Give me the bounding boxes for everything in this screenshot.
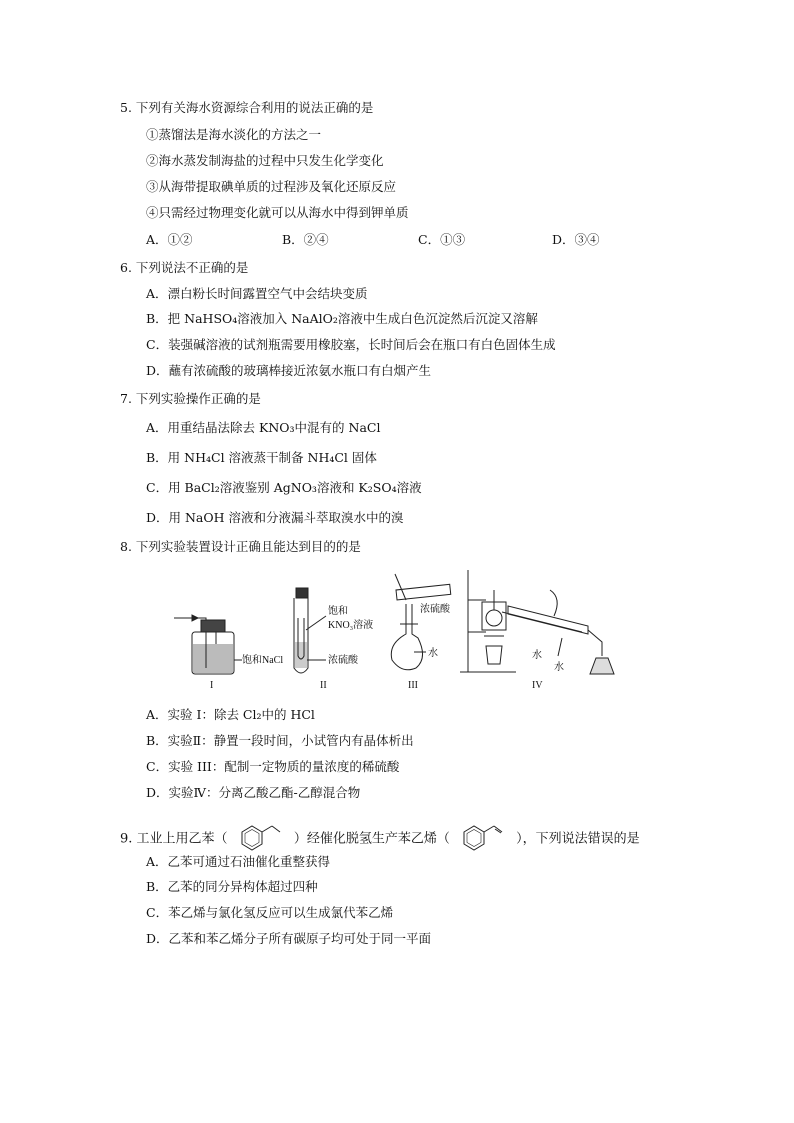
label-water-iii: 水	[428, 648, 438, 659]
q5-option-d: D．③④	[552, 232, 600, 247]
q5-item-4: ④只需经过物理变化就可以从海水中得到钾单质	[146, 205, 409, 220]
q9-option-b: B．乙苯的同分异构体超过四种	[146, 879, 318, 894]
q9-option-d: D．乙苯和苯乙烯分子所有碳原子均可处于同一平面	[146, 931, 432, 946]
label-iii: III	[408, 680, 418, 691]
q7-option-d: D．用 NaOH 溶液和分液漏斗萃取溴水中的溴	[146, 510, 404, 525]
label-saturated: 饱和	[328, 606, 348, 617]
label-water-iv-2: 水	[554, 662, 564, 673]
q6-stem: 6. 下列说法不正确的是	[120, 260, 249, 275]
q9-stem-part-1: 9. 工业上用乙苯（	[120, 831, 228, 847]
q6-option-c: C．装强碱溶液的试剂瓶需要用橡胶塞，长时间后会在瓶口有白色固体生成	[146, 337, 556, 352]
q8-apparatus-figure	[170, 560, 630, 695]
q9-option-c: C．苯乙烯与氯化氢反应可以生成氯代苯乙烯	[146, 905, 394, 920]
label-water-iv-1: 水	[532, 650, 542, 661]
q7-option-b: B．用 NH₄Cl 溶液蒸干制备 NH₄Cl 固体	[146, 450, 377, 465]
apparatus-ii-test-tubes	[294, 588, 373, 691]
q9-stem-part-3: ），下列说法错误的是	[516, 831, 640, 847]
apparatus-i-wash-bottle	[174, 615, 283, 691]
q7-stem: 7. 下列实验操作正确的是	[120, 391, 261, 406]
label-i: I	[210, 680, 214, 691]
label-conc-h2so4-iii: 浓硫酸	[420, 604, 450, 615]
q5-option-b: B．②④	[282, 232, 329, 247]
q7-option-c: C．用 BaCl₂溶液鉴别 AgNO₃溶液和 K₂SO₄溶液	[146, 480, 422, 495]
q7-option-a: A．用重结晶法除去 KNO₃中混有的 NaCl	[146, 420, 381, 435]
apparatus-iii-volumetric-flask	[391, 574, 451, 691]
label-ii: II	[320, 680, 327, 691]
q5-item-2: ②海水蒸发制海盐的过程中只发生化学变化	[146, 153, 384, 168]
q9-stem	[120, 820, 640, 854]
ethylbenzene-structure-icon	[232, 820, 290, 854]
label-kno3-solution: KNO₃溶液	[328, 620, 374, 631]
q5-option-c: C．①③	[418, 232, 466, 247]
label-conc-h2so4-ii: 浓硫酸	[328, 655, 358, 666]
q5-item-1: ①蒸馏法是海水淡化的方法之一	[146, 127, 322, 142]
q6-option-a: A．漂白粉长时间露置空气中会结块变质	[146, 286, 368, 301]
q8-option-b: B．实验Ⅱ：静置一段时间，小试管内有晶体析出	[146, 733, 414, 748]
apparatus-iv-distillation	[460, 570, 614, 691]
q8-option-d: D．实验Ⅳ：分离乙酸乙酯-乙醇混合物	[146, 785, 361, 800]
q6-option-d: D．蘸有浓硫酸的玻璃棒接近浓氨水瓶口有白烟产生	[146, 363, 432, 378]
q5-option-a: A．①②	[146, 232, 193, 247]
q8-option-a: A．实验 I：除去 Cl₂中的 HCl	[146, 707, 315, 722]
q9-option-a: A．乙苯可通过石油催化重整获得	[146, 854, 331, 869]
label-iv: IV	[532, 680, 543, 691]
styrene-structure-icon	[454, 820, 512, 854]
q8-stem: 8. 下列实验装置设计正确且能达到目的的是	[120, 539, 361, 554]
q8-option-c: C．实验 III：配制一定物质的量浓度的稀硫酸	[146, 759, 400, 774]
label-saturated-nacl: 饱和NaCl	[242, 655, 284, 666]
q6-option-b: B．把 NaHSO₄溶液加入 NaAlO₂溶液中生成白色沉淀然后沉淀又溶解	[146, 311, 538, 326]
q9-stem-part-2: ）经催化脱氢生产苯乙烯（	[293, 831, 450, 847]
q5-item-3: ③从海带提取碘单质的过程涉及氧化还原反应	[146, 179, 397, 194]
q5-stem: 5. 下列有关海水资源综合利用的说法正确的是	[120, 100, 374, 115]
